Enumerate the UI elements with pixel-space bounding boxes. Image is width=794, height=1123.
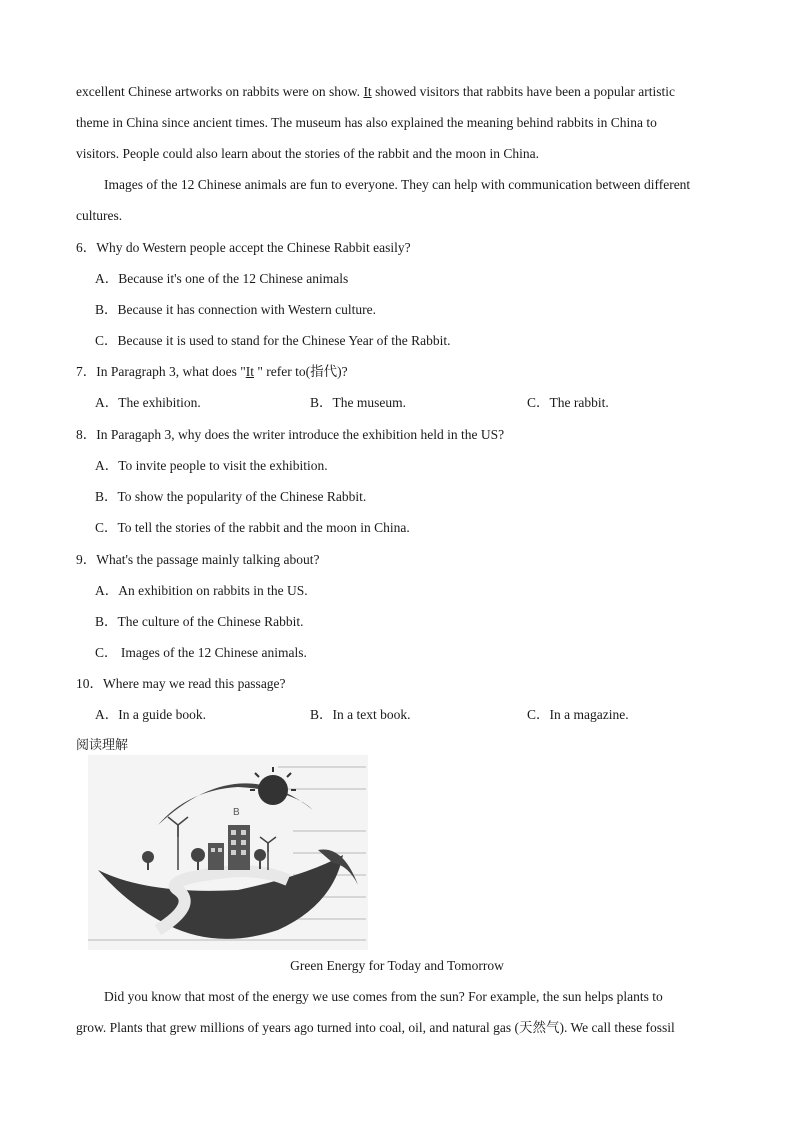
sun-label: B [233, 807, 240, 818]
question-6-option-b: B．Because it has connection with Western culture. [95, 302, 376, 317]
underlined-it: It [363, 84, 372, 99]
question-8-option-b: B．To show the popularity of the Chinese Rabbit. [95, 489, 367, 504]
question-8-option-a: A．To invite people to visit the exhibition. [95, 458, 328, 473]
question-9-stem: 9．What's the passage mainly talking about? [76, 552, 320, 567]
article-title: Green Energy for Today and Tomorrow [290, 958, 504, 973]
underlined-it: It [245, 364, 254, 379]
passage-line: visitors. People could also learn about the stories of the rabbit and the moon in China. [76, 146, 540, 161]
text-span: showed visitors that rabbits have been a popular artistic [371, 84, 675, 99]
passage-line: Images of the 12 Chinese animals are fun to everyone. They can help with communication between different [104, 177, 691, 192]
question-8-option-c: C．To tell the stories of the rabbit and the moon in China. [95, 520, 410, 535]
passage-line: cultures. [76, 208, 123, 223]
question-9-option-b: B．The culture of the Chinese Rabbit. [95, 614, 304, 629]
question-6-option-a: A．Because it's one of the 12 Chinese animals [95, 271, 349, 286]
question-10-option-b: B．In a text book. [310, 707, 411, 722]
text-span: " refer to(指代)? [253, 364, 348, 379]
green-energy-logo-image [88, 755, 368, 950]
text-span: 7．In Paragraph 3, what does " [76, 364, 246, 379]
passage-line: theme in China since ancient times. The museum has also explained the meaning behind rabbits in China to [76, 115, 657, 130]
question-7-option-b: B．The museum. [310, 395, 406, 410]
question-6-stem: 6．Why do Western people accept the Chinese Rabbit easily? [76, 240, 411, 255]
question-10-option-c: C．In a magazine. [527, 707, 629, 722]
question-9-option-a: A．An exhibition on rabbits in the US. [95, 583, 308, 598]
question-8-stem: 8．In Paragaph 3, why does the writer introduce the exhibition held in the US? [76, 427, 505, 442]
question-7-stem [76, 363, 348, 381]
text-span: excellent Chinese artworks on rabbits were on show. [76, 84, 364, 99]
section-heading: 阅读理解 [76, 738, 129, 753]
article-line: grow. Plants that grew millions of years ago turned into coal, oil, and natural gas (天然气). We call these fossil [76, 1020, 675, 1035]
question-7-option-a: A．The exhibition. [95, 395, 201, 410]
question-9-option-c: C． Images of the 12 Chinese animals. [95, 645, 307, 660]
question-6-option-c: C．Because it is used to stand for the Chinese Year of the Rabbit. [95, 333, 451, 348]
question-7-option-c: C．The rabbit. [527, 395, 609, 410]
article-line: Did you know that most of the energy we use comes from the sun? For example, the sun helps plants to [104, 989, 663, 1004]
passage-line [76, 83, 675, 101]
question-10-stem: 10．Where may we read this passage? [76, 676, 286, 691]
question-10-option-a: A．In a guide book. [95, 707, 206, 722]
